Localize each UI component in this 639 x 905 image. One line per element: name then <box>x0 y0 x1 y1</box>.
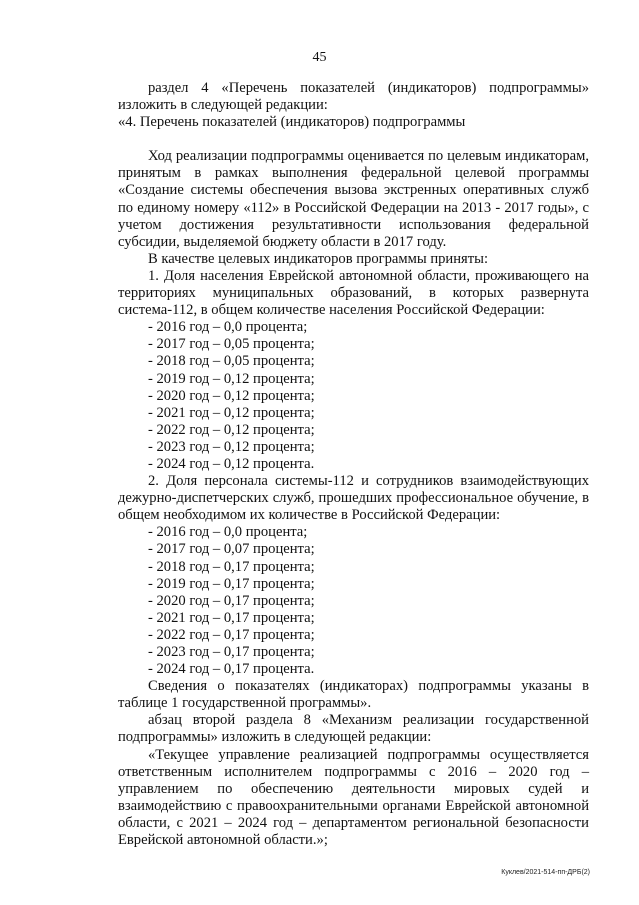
list-item: - 2019 год – 0,12 процента; <box>148 370 315 387</box>
list-item: - 2024 год – 0,12 процента. <box>148 455 315 472</box>
list-item: - 2023 год – 0,17 процента; <box>148 644 315 660</box>
indicator-1-list <box>118 319 589 473</box>
list-item: - 2022 год – 0,17 процента; <box>148 626 315 643</box>
indicator-2-heading: 2. Доля персонала системы-112 и сотрудников взаимодействующих дежурно-диспетчерских служб, прошедших профессиональное обучение, в общем необходимом их количестве в Российской Федерации: <box>118 473 589 524</box>
indicator-1-heading: 1. Доля населения Еврейской автономной области, проживающего на территориях муниципальных образований, в которых развернута система-112, в общем количестве населения Российской Федерации: <box>118 267 589 319</box>
indicator-2-list <box>118 524 589 678</box>
management-paragraph: «Текущее управление реализацией подпрограммы осуществляется ответственным исполнителем подпрограммы с 2016 – 2020 год – управлением по обеспечению деятельности мировых судей и взаимодействию с правоохранительными органами Еврейской автономной области, с 2021 – 2024 год – департаментом региональной безопасности Еврейской автономной области.»; <box>118 746 589 849</box>
list-item: - 2018 год – 0,05 процента; <box>148 353 315 370</box>
list-item: - 2016 год – 0,0 процента; <box>148 319 308 336</box>
list-item: - 2019 год – 0,17 процента; <box>148 575 315 592</box>
list-item: - 2020 год – 0,17 процента; <box>148 592 315 609</box>
list-item: - 2023 год – 0,12 процента; <box>148 438 315 455</box>
page-number: 45 <box>312 50 327 65</box>
document-body <box>118 80 589 849</box>
section-8-paragraph: абзац второй раздела 8 «Механизм реализации государственной подпрограммы» изложить в следующей редакции: <box>118 712 589 746</box>
list-item: - 2021 год – 0,17 процента; <box>148 609 315 626</box>
list-item: - 2024 год – 0,17 процента. <box>148 661 315 678</box>
list-item: - 2017 год – 0,07 процента; <box>148 541 315 558</box>
section-title: «4. Перечень показателей (индикаторов) подпрограммы <box>118 114 466 131</box>
list-item: - 2016 год – 0,0 процента; <box>148 524 308 541</box>
document-code-footer: Куклев/2021-514-пп-ДРБ(2) <box>501 869 590 876</box>
list-item: - 2017 год – 0,05 процента; <box>148 336 315 353</box>
intro-paragraph: раздел 4 «Перечень показателей (индикаторов) подпрограммы» изложить в следующей редакции: <box>118 80 589 114</box>
list-item: - 2018 год – 0,17 процента; <box>148 558 315 575</box>
list-item: - 2020 год – 0,12 процента; <box>148 387 315 404</box>
progress-paragraph: Ход реализации подпрограммы оценивается по целевым индикаторам, принятым в рамках выполнения федеральной целевой программы «Создание системы обеспечения вызова экстренных оперативных служб по единому номеру «112» в Российской Федерации на 2013 - 2017 годы», с учетом достижения результативности использования федеральной субсидии, выделяемой бюджету области в 2017 году. <box>118 148 589 250</box>
list-item: - 2022 год – 0,12 процента; <box>148 421 315 438</box>
list-item: - 2021 год – 0,12 процента; <box>148 404 315 421</box>
table-reference-paragraph: Сведения о показателях (индикаторах) подпрограммы указаны в таблице 1 государственной программы». <box>118 678 589 712</box>
indicators-intro-paragraph: В качестве целевых индикаторов программы приняты: <box>148 250 489 267</box>
